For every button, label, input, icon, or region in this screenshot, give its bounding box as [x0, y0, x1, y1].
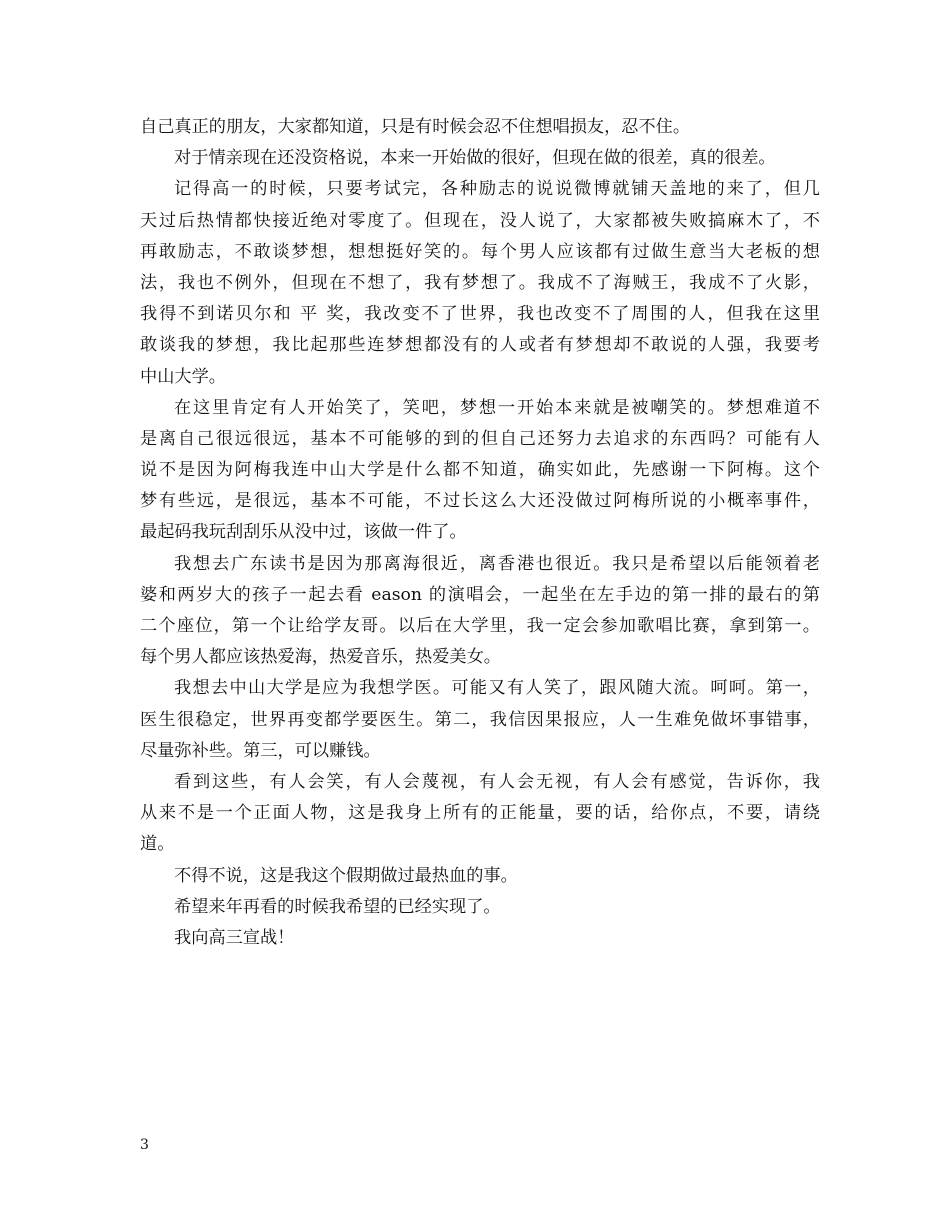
paragraph-line: 说不是因为阿梅我连中山大学是什么都不知道，确实如此，先感谢一下阿梅。这个: [140, 460, 820, 481]
paragraph-line: 婆和两岁大的孩子一起去看 eason 的演唱会，一起坐在左手边的第一排的最右的第: [140, 584, 820, 605]
paragraph-line: 医生很稳定，世界再变都学要医生。第二，我信因果报应，人一生难免做坏事错事，: [140, 709, 820, 730]
paragraph-line: 梦有些远，是很远，基本不可能，不过长这么大还没做过阿梅所说的小概率事件，: [140, 491, 820, 512]
paragraph-line: 不得不说，这是我这个假期做过最热血的事。: [174, 865, 518, 886]
paragraph-line: 中山大学。: [140, 366, 226, 387]
paragraph-line: 最起码我玩刮刮乐从没中过，该做一件了。: [140, 522, 467, 543]
paragraph: [140, 174, 820, 392]
page-number: 3: [140, 1137, 149, 1153]
paragraph-line: 从来不是一个正面人物，这是我身上所有的正能量，要的话，给你点，不要，请绕: [140, 803, 820, 824]
paragraph: [140, 892, 820, 923]
paragraph-line: 再敢励志，不敢谈梦想，想想挺好笑的。每个男人应该都有过做生意当大老板的想: [140, 241, 820, 262]
paragraph: [140, 861, 820, 892]
paragraph-line: 自己真正的朋友，大家都知道，只是有时候会忍不住想唱损友，忍不住。: [140, 117, 691, 137]
paragraph-line: 我想去中山大学是应为我想学医。可能又有人笑了，跟风随大流。呵呵。第一，: [174, 678, 820, 699]
paragraph: [140, 767, 820, 861]
paragraph-line: 看到这些，有人会笑，有人会蔑视，有人会无视，有人会有感觉，告诉你，我: [174, 771, 820, 792]
paragraph-line: 道。: [140, 834, 175, 855]
paragraph-line: 尽量弥补些。第三，可以赚钱。: [140, 740, 381, 761]
paragraph: [140, 393, 820, 549]
document-body: [140, 112, 820, 954]
paragraph: [140, 923, 820, 954]
paragraph-line: 对于情亲现在还没资格说，本来一开始做的很好，但现在做的很差，真的很差。: [174, 148, 776, 169]
paragraph-line: 法，我也不例外，但现在不想了，我有梦想了。我成不了海贼王，我成不了火影，: [140, 272, 820, 293]
paragraph-line: 天过后热情都快接近绝对零度了。但现在，没人说了，大家都被失败搞麻木了，不: [140, 210, 820, 231]
paragraph-line: 每个男人都应该热爱海，热爱音乐，热爱美女。: [140, 647, 501, 668]
paragraph-line: 敢谈我的梦想，我比起那些连梦想都没有的人或者有梦想却不敢说的人强，我要考: [140, 335, 820, 356]
paragraph: [140, 673, 820, 767]
paragraph-line: 我想去广东读书是因为那离海很近，离香港也很近。我只是希望以后能领着老: [174, 553, 820, 574]
paragraph-line: 在这里肯定有人开始笑了，笑吧，梦想一开始本来就是被嘲笑的。梦想难道不: [174, 397, 820, 418]
paragraph-line: 二个座位，第一个让给学友哥。以后在大学里，我一定会参加歌唱比赛，拿到第一。: [140, 616, 820, 636]
paragraph-line: 我向高三宣战！: [174, 927, 295, 948]
paragraph-line: 我得不到诺贝尔和 平 奖，我改变不了世界，我也改变不了周围的人，但我在这里: [140, 304, 820, 325]
paragraph-line: 是离自己很远很远，基本不可能够的到的但自己还努力去追求的东西吗？可能有人: [140, 428, 820, 449]
paragraph: [140, 112, 820, 143]
paragraph: [140, 549, 820, 674]
paragraph-line: 记得高一的时候，只要考试完，各种励志的说说微博就铺天盖地的来了，但几: [174, 179, 820, 200]
paragraph: [140, 143, 820, 174]
paragraph-line: 希望来年再看的时候我希望的已经实现了。: [174, 896, 501, 917]
